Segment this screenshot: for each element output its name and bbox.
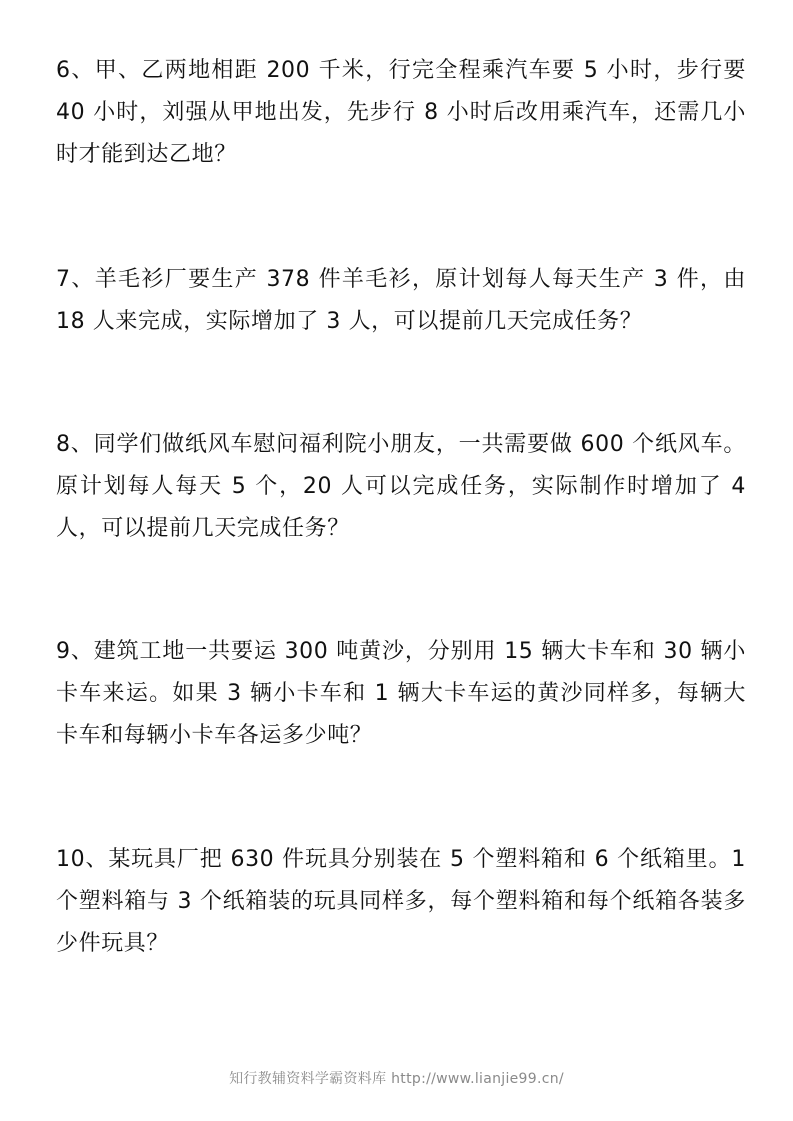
problem-10: 10、某玩具厂把 630 件玩具分别装在 5 个塑料箱和 6 个纸箱里。1 个塑料箱与 3 个纸箱装的玩具同样多，每个塑料箱和每个纸箱各装多少件玩具？	[56, 847, 746, 956]
problem-9: 9、建筑工地一共要运 300 吨黄沙，分别用 15 辆大卡车和 30 辆小卡车来运。如果 3 辆小卡车和 1 辆大卡车运的黄沙同样多，每辆大卡车和每辆小卡车各运多少吨？	[56, 639, 746, 748]
problem-8: 8、同学们做纸风车慰问福利院小朋友，一共需要做 600 个纸风车。原计划每人每天 5 个，20 人可以完成任务，实际制作时增加了 4 人，可以提前几天完成任务？	[56, 432, 746, 541]
problem-6: 6、甲、乙两地相距 200 千米，行完全程乘汽车要 5 小时，步行要 40 小时，刘强从甲地出发，先步行 8 小时后改用乘汽车，还需几小时才能到达乙地？	[56, 58, 746, 167]
footer-watermark: 知行教辅资料学霸资料库 http://www.lianjie99.cn/	[229, 1071, 564, 1087]
problem-7: 7、羊毛衫厂要生产 378 件羊毛衫，原计划每人每天生产 3 件，由 18 人来完成，实际增加了 3 人，可以提前几天完成任务？	[56, 267, 746, 334]
